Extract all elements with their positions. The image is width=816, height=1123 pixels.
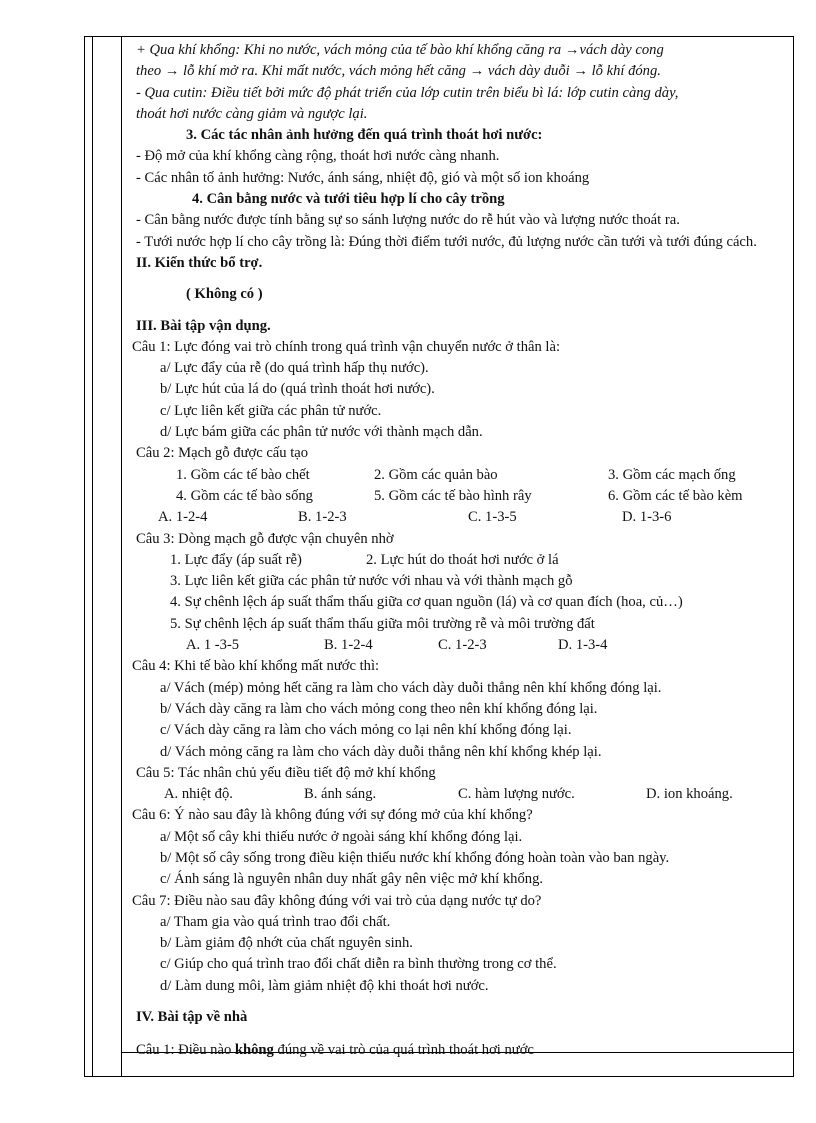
q1-option-c: c/ Lực liên kết giữa các phân tử nước. xyxy=(160,402,382,419)
q2-options-row-1 xyxy=(136,465,786,486)
q3-opt-5: 5. Sự chênh lệch áp suất thẩm thấu giữa môi trường rễ và môi trường đất xyxy=(170,615,595,632)
q2-answer-a: A. 1-2-4 xyxy=(158,509,208,526)
q7-stem: Câu 7: Điều nào sau đây không đúng với vai trò của dạng nước tự do? xyxy=(132,892,542,909)
q2-answers xyxy=(136,507,786,528)
q3-opt-4: 4. Sự chênh lệch áp suất thẩm thấu giữa cơ quan nguồn (lá) và cơ quan đích (hoa, củ…) xyxy=(170,594,683,611)
q4-option-a: a/ Vách (mép) mỏng hết căng ra làm cho vách dày duỗi thẳng nên khí khổng đóng lại. xyxy=(160,679,662,696)
q3-answer-c: C. 1-2-3 xyxy=(438,637,487,654)
section4-line-2: - Tưới nước hợp lí cho cây trồng là: Đúng thời điểm tưới nước, đủ lượng nước cần tưới và tưới đúng cách. xyxy=(136,233,757,250)
q3-answers xyxy=(136,635,786,656)
part4-q1 xyxy=(136,1040,786,1061)
q2-opt-4: 4. Gồm các tế bào sống xyxy=(176,487,313,504)
q4-stem: Câu 4: Khi tế bào khí khổng mất nước thì: xyxy=(132,658,380,675)
q2-opt-6: 6. Gồm các tế bào kèm xyxy=(608,487,743,504)
q5-answers xyxy=(136,784,786,805)
q7-option-a: a/ Tham gia vào quá trình trao đổi chất. xyxy=(160,913,391,930)
q4-option-d: d/ Vách mỏng căng ra làm cho vách dày duỗi thẳng nên khí khổng khép lại. xyxy=(160,743,602,760)
q2-stem: Câu 2: Mạch gỗ được cấu tạo xyxy=(136,445,309,462)
part2-note: ( Không có ) xyxy=(186,286,263,303)
section3-line-2: - Các nhân tố ảnh hưởng: Nước, ánh sáng, nhiệt độ, gió và một số ion khoáng xyxy=(136,169,590,186)
q3-options-row-1 xyxy=(136,550,786,571)
q1-option-b: b/ Lực hút của lá do (quá trình thoát hơi nước). xyxy=(160,381,435,398)
section3-line-1: - Độ mở của khí khổng càng rộng, thoát hơi nước càng nhanh. xyxy=(136,148,500,165)
q2-answer-b: B. 1-2-3 xyxy=(298,509,347,526)
q3-opt-1: 1. Lực đẩy (áp suất rễ) xyxy=(170,551,302,568)
document-content xyxy=(132,40,786,1062)
part4-q1-prefix: Câu 1: Điều nào xyxy=(136,1042,232,1059)
q2-opt-5: 5. Gồm các tế bào hình rây xyxy=(374,487,532,504)
cuticle-line-1: - Qua cutin: Điều tiết bởi mức độ phát triển của lớp cutin trên biểu bì lá: lớp cutin càng dày, xyxy=(136,84,679,101)
q3-stem: Câu 3: Dòng mạch gỗ được vận chuyên nhờ xyxy=(136,530,394,547)
q6-stem: Câu 6: Ý nào sau đây là không đúng với sự đóng mở của khí khổng? xyxy=(132,807,533,824)
q3-answer-a: A. 1 -3-5 xyxy=(186,637,240,654)
q2-opt-3: 3. Gồm các mạch ống xyxy=(608,466,736,483)
part4-q1-suffix: đúng về vai trò của quá trình thoát hơi nước xyxy=(277,1042,534,1059)
q3-opt-2: 2. Lực hút do thoát hơi nước ở lá xyxy=(366,551,559,568)
q1-option-d: d/ Lực bám giữa các phân tử nước với thành mạch dẫn. xyxy=(160,424,483,441)
q5-answer-b: B. ánh sáng. xyxy=(304,786,377,803)
q3-answer-b: B. 1-2-4 xyxy=(324,637,373,654)
cuticle-line-2: thoát hơi nước càng giảm và ngược lại. xyxy=(136,105,368,122)
left-margin-column xyxy=(92,36,122,1077)
q4-option-c: c/ Vách dày căng ra làm cho vách mỏng co lại nên khí khổng đóng lại. xyxy=(160,722,572,739)
q6-option-a: a/ Một số cây khi thiếu nước ở ngoài sáng khí khổng đóng lại. xyxy=(160,828,523,845)
q2-opt-2: 2. Gồm các quản bào xyxy=(374,466,498,483)
q1-stem: Câu 1: Lực đóng vai trò chính trong quá trình vận chuyển nước ở thân là: xyxy=(132,338,561,355)
q2-options-row-2 xyxy=(136,486,786,507)
q2-answer-d: D. 1-3-6 xyxy=(622,509,672,526)
q7-option-c: c/ Giúp cho quá trình trao đổi chất diễn ra bình thường trong cơ thể. xyxy=(160,956,557,973)
part4-q1-emphasis: không xyxy=(234,1042,274,1059)
q5-answer-d: D. ion khoáng. xyxy=(646,786,733,803)
q3-opt-3: 3. Lực liên kết giữa các phân tử nước với nhau và với thành mạch gỗ xyxy=(170,573,573,590)
q2-opt-1: 1. Gồm các tế bào chết xyxy=(176,466,310,483)
part3-heading: III. Bài tập vận dụng. xyxy=(136,317,271,334)
stoma-line-1: + Qua khí khổng: Khi no nước, vách mỏng của tế bào khí khổng căng ra →vách dày cong xyxy=(136,42,664,58)
q4-option-b: b/ Vách dày căng ra làm cho vách mỏng cong theo nên khí khổng đóng lại. xyxy=(160,700,598,717)
q7-option-d: d/ Làm dung môi, làm giảm nhiệt độ khi thoát hơi nước. xyxy=(160,977,489,994)
q2-answer-c: C. 1-3-5 xyxy=(468,509,517,526)
stoma-line-2: theo → lỗ khí mở ra. Khi mất nước, vách mỏng hết căng → vách dày duỗi → lỗ khí đóng. xyxy=(136,63,661,80)
section4-heading: 4. Cân bằng nước và tưới tiêu hợp lí cho cây trồng xyxy=(192,191,505,208)
q5-answer-a: A. nhiệt độ. xyxy=(164,786,233,803)
q5-stem: Câu 5: Tác nhân chủ yếu điều tiết độ mở khí khổng xyxy=(136,764,436,781)
q6-option-b: b/ Một số cây sống trong điều kiện thiếu nước khí khổng đóng hoàn toàn vào ban ngày. xyxy=(160,849,670,866)
part4-heading: IV. Bài tập về nhà xyxy=(136,1009,248,1026)
q7-option-b: b/ Làm giảm độ nhớt của chất nguyên sinh. xyxy=(160,935,413,952)
q6-option-c: c/ Ánh sáng là nguyên nhân duy nhất gây nên việc mở khí khổng. xyxy=(160,871,544,888)
section4-line-1: - Cân bằng nước được tính bằng sự so sánh lượng nước do rễ hút vào và lượng nước thoát ra. xyxy=(136,212,680,229)
q1-option-a: a/ Lực đẩy của rễ (do quá trình hấp thụ nước). xyxy=(160,360,429,377)
part2-heading: II. Kiến thức bổ trợ. xyxy=(136,254,263,271)
q5-answer-c: C. hàm lượng nước. xyxy=(458,786,575,803)
section3-heading: 3. Các tác nhân ảnh hưởng đến quá trình thoát hơi nước: xyxy=(186,127,543,144)
q3-answer-d: D. 1-3-4 xyxy=(558,637,608,654)
